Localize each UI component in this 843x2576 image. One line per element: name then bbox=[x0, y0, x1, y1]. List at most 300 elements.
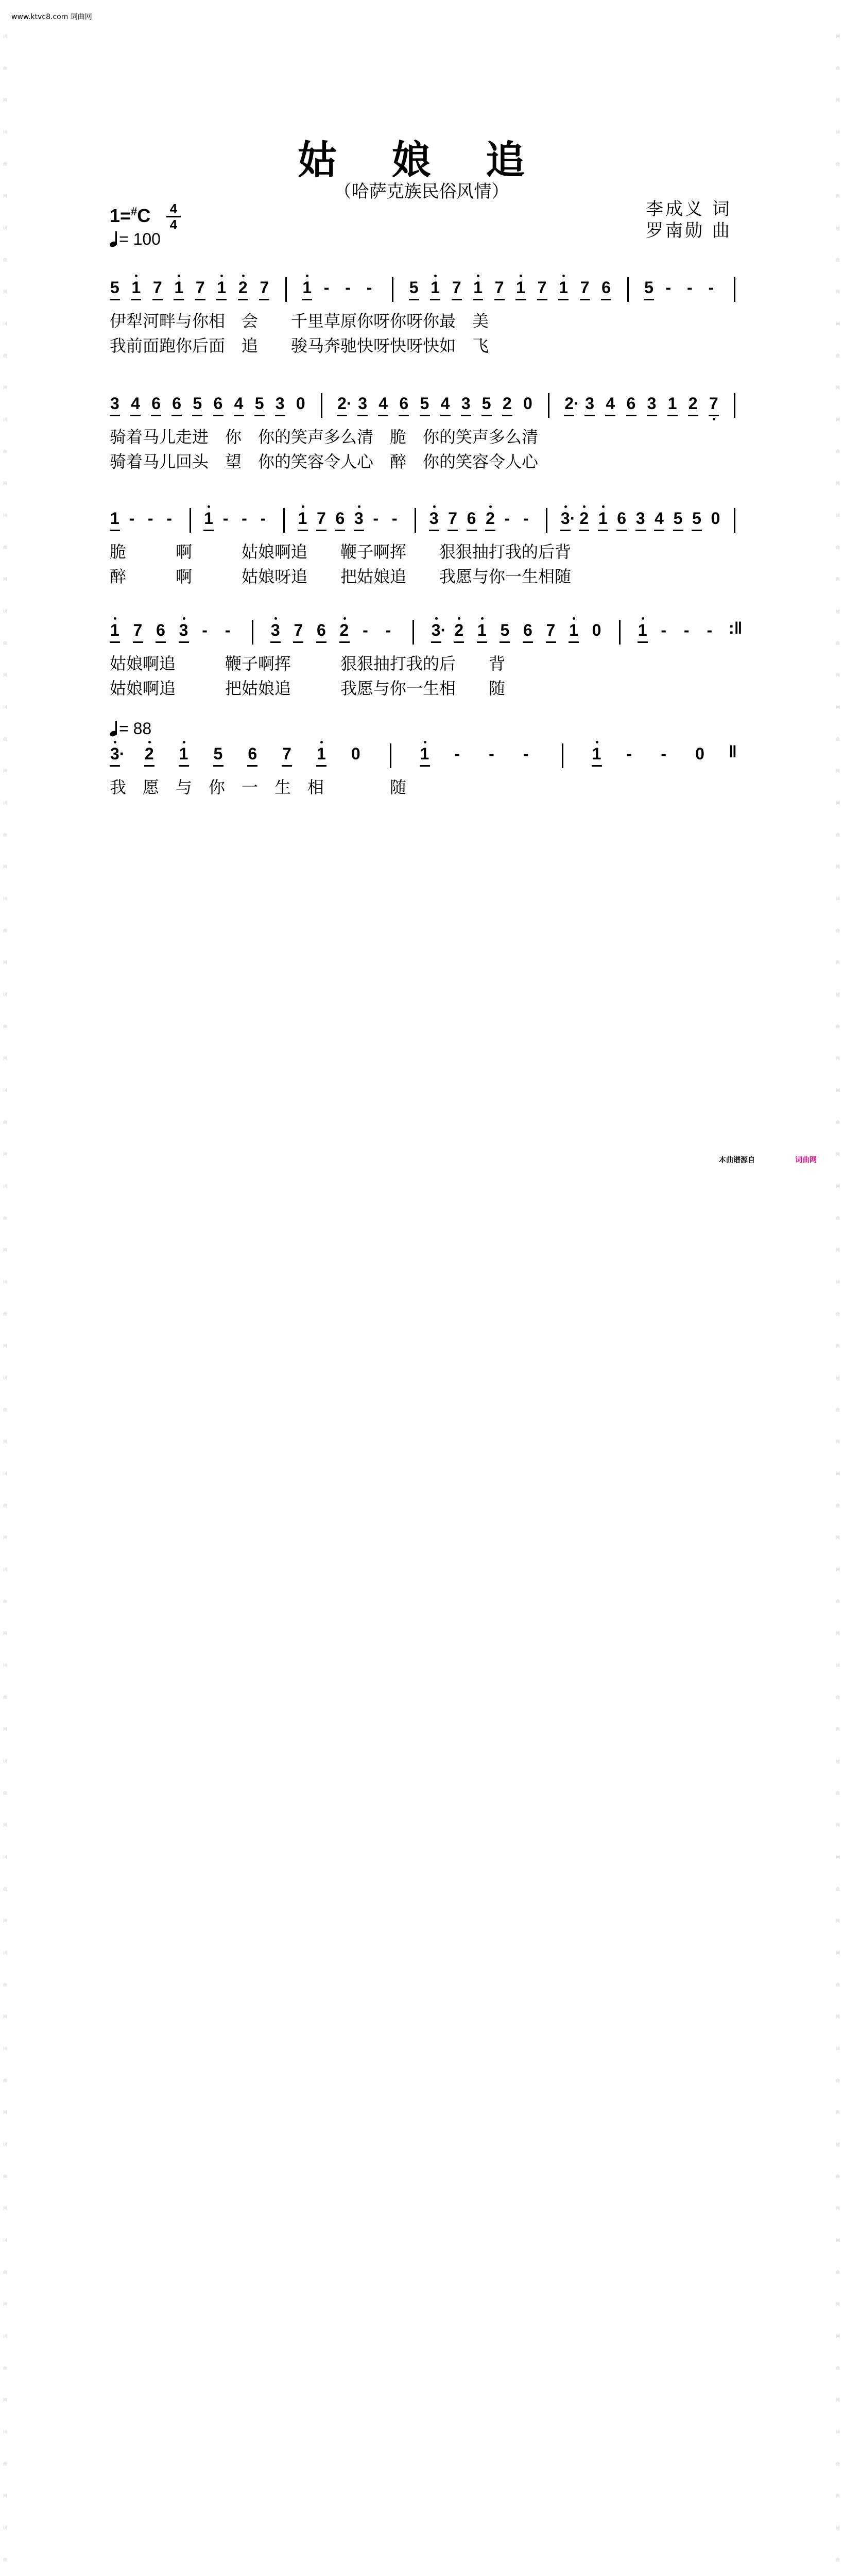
dash-symbol: - bbox=[323, 278, 330, 297]
beam-underline bbox=[579, 530, 589, 531]
watermark-right bbox=[835, 21, 841, 2576]
note-digit: 5 bbox=[692, 509, 701, 528]
watermark-mark: 词曲网 bbox=[836, 417, 840, 486]
octave-dot-low bbox=[713, 418, 715, 420]
beam-underline bbox=[546, 641, 556, 643]
octave-dot-high bbox=[435, 617, 438, 620]
note-digit: 1 bbox=[110, 509, 119, 528]
watermark-mark: 词曲网 bbox=[3, 1088, 7, 1157]
watermark-mark: 词曲网 bbox=[3, 801, 7, 869]
beam-underline bbox=[502, 415, 512, 416]
dash-symbol: - bbox=[708, 278, 714, 297]
note-digit: 6 bbox=[213, 394, 223, 413]
watermark-mark: 词曲网 bbox=[836, 896, 840, 965]
watermark-mark: 词曲网 bbox=[836, 2142, 840, 2211]
note-digit: 1 bbox=[302, 278, 312, 297]
lyric-line: 脆 啊 姑娘啊追 鞭子啊挥 狠狠抽打我的后背 bbox=[110, 542, 572, 562]
beam-underline bbox=[592, 765, 602, 767]
beam-underline bbox=[420, 765, 430, 767]
note-digit: 7 bbox=[195, 278, 205, 297]
note-digit: 3· bbox=[560, 509, 576, 528]
note-digit: 1 bbox=[569, 621, 578, 639]
song-title: 姑 娘 追 bbox=[298, 137, 545, 183]
note-digit: 7 bbox=[546, 621, 556, 639]
octave-dot-high bbox=[302, 505, 304, 508]
beam-underline bbox=[467, 530, 477, 531]
watermark-mark: 词曲网 bbox=[836, 801, 840, 869]
beam-underline bbox=[461, 415, 471, 416]
beam-underline bbox=[254, 415, 265, 416]
barline bbox=[548, 393, 549, 418]
beam-underline bbox=[110, 415, 120, 416]
lyric-line: 我 愿 与 你 一 生 相 随 bbox=[110, 777, 407, 797]
dash-symbol: - bbox=[665, 278, 672, 297]
watermark-mark: 词曲网 bbox=[836, 226, 840, 294]
watermark-mark: 词曲网 bbox=[3, 609, 7, 677]
key-prefix: 1= bbox=[110, 205, 131, 226]
watermark-mark: 词曲网 bbox=[836, 1567, 840, 1636]
watermark-mark: 词曲网 bbox=[3, 226, 7, 294]
beam-underline bbox=[399, 415, 409, 416]
barline bbox=[734, 277, 735, 302]
octave-dot-high bbox=[114, 617, 116, 620]
dash-symbol: - bbox=[683, 621, 690, 639]
beam-underline bbox=[647, 415, 657, 416]
watermark-mark: 词曲网 bbox=[3, 1184, 7, 1252]
note-digit: 7 bbox=[260, 278, 269, 297]
note-digit: 3 bbox=[635, 509, 645, 528]
note-digit: 1 bbox=[217, 278, 227, 297]
watermark-mark: 词曲网 bbox=[3, 2430, 7, 2498]
watermark-mark: 词曲网 bbox=[836, 321, 840, 390]
beam-underline bbox=[558, 299, 569, 300]
beam-underline bbox=[293, 641, 303, 643]
dash-symbol: - bbox=[454, 744, 460, 763]
dash-symbol: - bbox=[504, 509, 510, 528]
lyric-line: 骑着马儿回头 望 你的笑容令人心 醉 你的笑容令人心 bbox=[110, 452, 539, 471]
beam-underline bbox=[485, 530, 495, 531]
beam-underline bbox=[238, 299, 248, 300]
beam-underline bbox=[477, 641, 487, 643]
beam-underline bbox=[316, 765, 326, 767]
note-digit: 2 bbox=[688, 394, 698, 413]
watermark-mark: 词曲网 bbox=[836, 513, 840, 582]
beam-underline bbox=[537, 299, 547, 300]
beam-underline bbox=[179, 641, 189, 643]
beam-underline bbox=[448, 530, 458, 531]
watermark-mark: 词曲网 bbox=[836, 609, 840, 677]
note-digit: 1 bbox=[174, 278, 184, 297]
tempo-marking bbox=[110, 230, 161, 249]
note-digit: 6 bbox=[601, 278, 611, 297]
beam-underline bbox=[335, 530, 345, 531]
dash-symbol: - bbox=[661, 621, 666, 639]
quarter-note-icon bbox=[110, 721, 115, 736]
watermark-mark: 词曲网 bbox=[836, 1471, 840, 1540]
watermark-mark: 词曲网 bbox=[836, 1759, 840, 1827]
watermark-mark: 词曲网 bbox=[836, 1184, 840, 1252]
note-digit: 1 bbox=[317, 744, 326, 763]
note-digit: 5 bbox=[193, 394, 202, 413]
beam-underline bbox=[481, 415, 492, 416]
watermark-mark: 词曲网 bbox=[3, 2142, 7, 2211]
beam-underline bbox=[584, 415, 595, 416]
watermark-mark: 词曲网 bbox=[3, 2238, 7, 2307]
watermark-mark: 词曲网 bbox=[3, 896, 7, 965]
note-digit: 1 bbox=[179, 744, 188, 763]
beam-underline bbox=[282, 765, 292, 767]
octave-dot-high bbox=[477, 275, 479, 277]
note-digit: 7 bbox=[152, 278, 162, 297]
watermark-mark: 词曲网 bbox=[3, 1951, 7, 2019]
dash-symbol: - bbox=[345, 278, 351, 297]
song-subtitle: （哈萨克族民俗风情） bbox=[334, 181, 509, 202]
note-digit: 1 bbox=[559, 278, 568, 297]
note-digit: 2 bbox=[144, 744, 154, 763]
dash-symbol: - bbox=[363, 621, 368, 639]
beam-underline bbox=[156, 641, 166, 643]
note-digit: 7 bbox=[580, 278, 590, 297]
time-signature bbox=[166, 202, 181, 231]
beam-underline bbox=[130, 415, 141, 416]
watermark-mark: 词曲网 bbox=[3, 1280, 7, 1348]
tempo-marking-2 bbox=[110, 719, 151, 738]
barline bbox=[562, 743, 563, 768]
beam-underline bbox=[174, 299, 184, 300]
note-digit: 1 bbox=[420, 744, 429, 763]
note-digit: 7 bbox=[448, 509, 457, 528]
beam-underline bbox=[110, 641, 120, 643]
beam-underline bbox=[667, 415, 678, 416]
beam-underline bbox=[644, 299, 654, 300]
footer-source-label: 本曲谱源自 bbox=[719, 1156, 755, 1164]
octave-dot-high bbox=[148, 741, 151, 743]
note-digit: 1 bbox=[667, 394, 677, 413]
barline bbox=[190, 508, 191, 533]
beam-underline bbox=[171, 415, 182, 416]
watermark-mark: 词曲网 bbox=[836, 1663, 840, 1732]
beam-underline bbox=[339, 641, 350, 643]
note-digit: 5 bbox=[500, 621, 510, 639]
beam-underline bbox=[430, 299, 440, 300]
note-digit: 3 bbox=[110, 394, 119, 413]
beam-underline bbox=[133, 641, 143, 643]
dash-symbol: - bbox=[707, 621, 713, 639]
footer-site-logo[interactable]: 词曲网 bbox=[795, 1156, 817, 1164]
octave-dot-high bbox=[583, 505, 586, 508]
octave-dot-high bbox=[596, 741, 598, 743]
lyric-line: 骑着马儿走进 你 你的笑声多么清 脆 你的笑声多么清 bbox=[110, 427, 539, 447]
beam-underline bbox=[337, 415, 347, 416]
barline bbox=[392, 277, 393, 302]
note-digit: 1 bbox=[592, 744, 601, 763]
octave-dot-high bbox=[114, 741, 116, 743]
note-digit: 3 bbox=[270, 621, 280, 639]
watermark-mark: 词曲网 bbox=[836, 2046, 840, 2115]
watermark-mark: 词曲网 bbox=[3, 417, 7, 486]
watermark-mark: 词曲网 bbox=[836, 1855, 840, 1923]
watermark-mark: 词曲网 bbox=[3, 513, 7, 582]
octave-dot-high bbox=[178, 275, 180, 277]
note-digit: 1 bbox=[598, 509, 608, 528]
tempo-value-2: = 88 bbox=[119, 719, 152, 738]
note-digit: 0 bbox=[711, 509, 720, 528]
beam-underline bbox=[152, 299, 163, 300]
watermark-mark: 词曲网 bbox=[836, 705, 840, 773]
beam-underline bbox=[473, 299, 483, 300]
octave-dot-high bbox=[135, 275, 137, 277]
dash-symbol: - bbox=[489, 744, 494, 763]
dash-symbol: - bbox=[523, 744, 529, 763]
beam-underline bbox=[673, 530, 683, 531]
barline bbox=[412, 620, 414, 645]
beam-underline bbox=[213, 415, 223, 416]
watermark-mark: 词曲网 bbox=[3, 1759, 7, 1827]
note-digit: 3· bbox=[110, 744, 125, 763]
beam-underline bbox=[523, 641, 533, 643]
watermark-mark: 词曲网 bbox=[3, 130, 7, 198]
watermark-mark: 词曲网 bbox=[836, 1088, 840, 1157]
beam-underline bbox=[378, 415, 388, 416]
barline bbox=[627, 277, 629, 302]
meter-bottom: 4 bbox=[169, 217, 178, 232]
watermark-mark: 词曲网 bbox=[3, 321, 7, 390]
note-digit: 5 bbox=[420, 394, 429, 413]
note-digit: 6 bbox=[617, 509, 627, 528]
lyric-line: 醉 啊 姑娘呀追 把姑娘追 我愿与你一生相随 bbox=[110, 567, 572, 586]
beam-underline bbox=[275, 415, 285, 416]
octave-dot-high bbox=[320, 741, 323, 743]
octave-dot-high bbox=[208, 505, 210, 508]
watermark-mark: 词曲网 bbox=[836, 130, 840, 198]
barline bbox=[415, 508, 416, 533]
octave-dot-high bbox=[489, 505, 492, 508]
beam-underline bbox=[357, 415, 368, 416]
beam-underline bbox=[580, 299, 590, 300]
beam-underline bbox=[515, 299, 526, 300]
watermark-mark: 词曲网 bbox=[836, 34, 840, 103]
beam-underline bbox=[131, 299, 141, 300]
note-digit: 7 bbox=[317, 509, 326, 528]
note-digit: 1 bbox=[131, 278, 141, 297]
watermark-mark: 词曲网 bbox=[3, 992, 7, 1061]
note-digit: 1 bbox=[473, 278, 483, 297]
note-digit: 6 bbox=[151, 394, 161, 413]
dash-symbol: - bbox=[661, 744, 666, 763]
note-digit: 1 bbox=[204, 509, 214, 528]
beam-underline bbox=[110, 765, 120, 767]
beam-underline bbox=[192, 415, 202, 416]
beam-underline bbox=[692, 530, 702, 531]
dash-symbol: - bbox=[242, 509, 247, 528]
note-digit: 3 bbox=[429, 509, 439, 528]
note-digit: 3 bbox=[275, 394, 285, 413]
key-signature bbox=[110, 205, 150, 227]
note-digit: 0 bbox=[592, 621, 601, 639]
quarter-note-icon bbox=[110, 231, 115, 247]
note-digit: 6 bbox=[523, 621, 532, 639]
dash-symbol: - bbox=[391, 509, 398, 528]
note-digit: 4 bbox=[379, 394, 388, 413]
dash-symbol: - bbox=[523, 509, 529, 528]
beam-underline bbox=[420, 415, 430, 416]
dash-symbol: - bbox=[147, 509, 153, 528]
barline bbox=[321, 393, 322, 418]
dash-symbol: - bbox=[166, 509, 173, 528]
dash-symbol: - bbox=[202, 621, 208, 639]
octave-dot-high bbox=[433, 505, 436, 508]
dash-symbol: - bbox=[225, 621, 231, 639]
octave-dot-high bbox=[564, 505, 567, 508]
note-digit: 7 bbox=[452, 278, 461, 297]
note-digit: 1 bbox=[638, 621, 647, 639]
watermark-mark: 词曲网 bbox=[836, 1376, 840, 1444]
beam-underline bbox=[688, 415, 698, 416]
beam-underline bbox=[316, 530, 326, 531]
octave-dot-high bbox=[343, 617, 346, 620]
barline bbox=[283, 508, 285, 533]
note-digit: 2· bbox=[564, 394, 579, 413]
watermark-mark: 词曲网 bbox=[836, 2238, 840, 2307]
octave-dot-high bbox=[642, 617, 644, 620]
octave-dot-high bbox=[520, 275, 522, 277]
beam-underline bbox=[409, 299, 419, 300]
beam-underline bbox=[429, 530, 439, 531]
octave-dot-high bbox=[358, 505, 360, 508]
note-digit: 1 bbox=[516, 278, 525, 297]
note-digit: 6 bbox=[172, 394, 182, 413]
note-digit: 5 bbox=[213, 744, 223, 763]
dash-symbol: - bbox=[626, 744, 632, 763]
note-digit: 3 bbox=[647, 394, 657, 413]
barline bbox=[252, 620, 253, 645]
meter-top: 4 bbox=[169, 201, 178, 216]
barline bbox=[619, 620, 621, 645]
note-digit: 2 bbox=[486, 509, 495, 528]
watermark-left bbox=[2, 21, 8, 2576]
beam-underline bbox=[635, 530, 646, 531]
beam-underline bbox=[454, 641, 464, 643]
watermark-mark: 词曲网 bbox=[3, 1855, 7, 1923]
note-digit: 2 bbox=[502, 394, 512, 413]
beam-underline bbox=[179, 765, 189, 767]
note-digit: 7 bbox=[537, 278, 547, 297]
beam-underline bbox=[626, 415, 636, 416]
beam-underline bbox=[316, 641, 326, 643]
note-digit: 6 bbox=[248, 744, 257, 763]
note-digit: 5 bbox=[254, 394, 264, 413]
beam-underline bbox=[110, 299, 120, 300]
octave-dot-high bbox=[220, 275, 223, 277]
beam-underline bbox=[452, 299, 462, 300]
octave-dot-high bbox=[306, 275, 308, 277]
note-digit: 2· bbox=[337, 394, 352, 413]
note-digit: 1 bbox=[477, 621, 487, 639]
note-digit: 7 bbox=[709, 394, 718, 413]
lyric-line: 姑娘啊追 鞭子啊挥 狠狠抽打我的后 背 bbox=[110, 654, 506, 673]
sharp-sign: # bbox=[131, 205, 137, 218]
note-digit: 0 bbox=[296, 394, 305, 413]
note-digit: 3 bbox=[358, 394, 367, 413]
octave-dot-high bbox=[602, 505, 605, 508]
beam-underline bbox=[203, 530, 214, 531]
watermark-mark: 词曲网 bbox=[3, 2334, 7, 2402]
beam-underline bbox=[564, 415, 574, 416]
watermark-mark: 词曲网 bbox=[836, 992, 840, 1061]
repeat-end-barline: :‖ bbox=[729, 619, 743, 637]
note-digit: 1 bbox=[110, 621, 119, 639]
octave-dot-high bbox=[434, 275, 437, 277]
octave-dot-high bbox=[481, 617, 484, 620]
note-digit: 5 bbox=[481, 394, 491, 413]
beam-underline bbox=[709, 415, 719, 416]
note-digit: 4 bbox=[655, 509, 664, 528]
watermark-mark: 词曲 bbox=[836, 2526, 840, 2562]
composer-credit: 罗南勋 曲 bbox=[646, 221, 732, 241]
note-digit: 7 bbox=[282, 744, 291, 763]
note-digit: 0 bbox=[351, 744, 360, 763]
beam-underline bbox=[598, 530, 608, 531]
note-digit: 6 bbox=[335, 509, 345, 528]
lyric-line: 伊犁河畔与你相 会 千里草原你呀你呀你最 美 bbox=[110, 311, 489, 331]
beam-underline bbox=[605, 415, 615, 416]
beam-underline bbox=[216, 299, 227, 300]
lyricist-credit: 李成义 词 bbox=[646, 199, 732, 219]
note-digit: 6 bbox=[399, 394, 409, 413]
barline bbox=[546, 508, 547, 533]
watermark-mark: 词曲网 bbox=[836, 1951, 840, 2019]
note-digit: 6 bbox=[626, 394, 636, 413]
dash-symbol: - bbox=[373, 509, 379, 528]
note-digit: 4 bbox=[606, 394, 615, 413]
octave-dot-high bbox=[458, 617, 460, 620]
note-digit: 7 bbox=[494, 278, 504, 297]
beam-underline bbox=[431, 641, 441, 643]
watermark-mark: 词曲网 bbox=[3, 1663, 7, 1732]
note-digit: 0 bbox=[523, 394, 532, 413]
note-digit: 4 bbox=[440, 394, 450, 413]
note-digit: 4 bbox=[131, 394, 140, 413]
lyric-line: 我前面跑你后面 追 骏马奔驰快呀快呀快如 飞 bbox=[110, 336, 489, 355]
watermark-mark: 词曲网 bbox=[3, 2046, 7, 2115]
watermark-mark: 词曲网 bbox=[836, 1280, 840, 1348]
note-digit: 5 bbox=[110, 278, 119, 297]
watermark-mark: 词曲网 bbox=[3, 34, 7, 103]
note-digit: 7 bbox=[294, 621, 303, 639]
watermark-mark: 词曲网 bbox=[3, 705, 7, 773]
dash-symbol: - bbox=[366, 278, 372, 297]
watermark-mark: 词曲网 bbox=[3, 1376, 7, 1444]
beam-underline bbox=[302, 299, 312, 300]
note-digit: 1 bbox=[298, 509, 307, 528]
note-digit: 2 bbox=[454, 621, 464, 639]
beam-underline bbox=[298, 530, 308, 531]
watermark-mark: 词曲 bbox=[3, 2526, 7, 2562]
barline bbox=[390, 743, 391, 768]
note-digit: 1 bbox=[431, 278, 440, 297]
tempo-value: = 100 bbox=[119, 230, 161, 248]
beam-underline bbox=[144, 765, 154, 767]
barline bbox=[734, 393, 735, 418]
note-digit: 5 bbox=[644, 278, 653, 297]
note-digit: 3 bbox=[585, 394, 595, 413]
beam-underline bbox=[354, 530, 364, 531]
watermark-mark: 词曲网 bbox=[3, 1471, 7, 1540]
dash-symbol: - bbox=[260, 509, 266, 528]
site-url[interactable]: www.ktvc8.com 词曲网 bbox=[11, 13, 92, 21]
beam-underline bbox=[654, 530, 664, 531]
key-letter: C bbox=[137, 205, 151, 226]
